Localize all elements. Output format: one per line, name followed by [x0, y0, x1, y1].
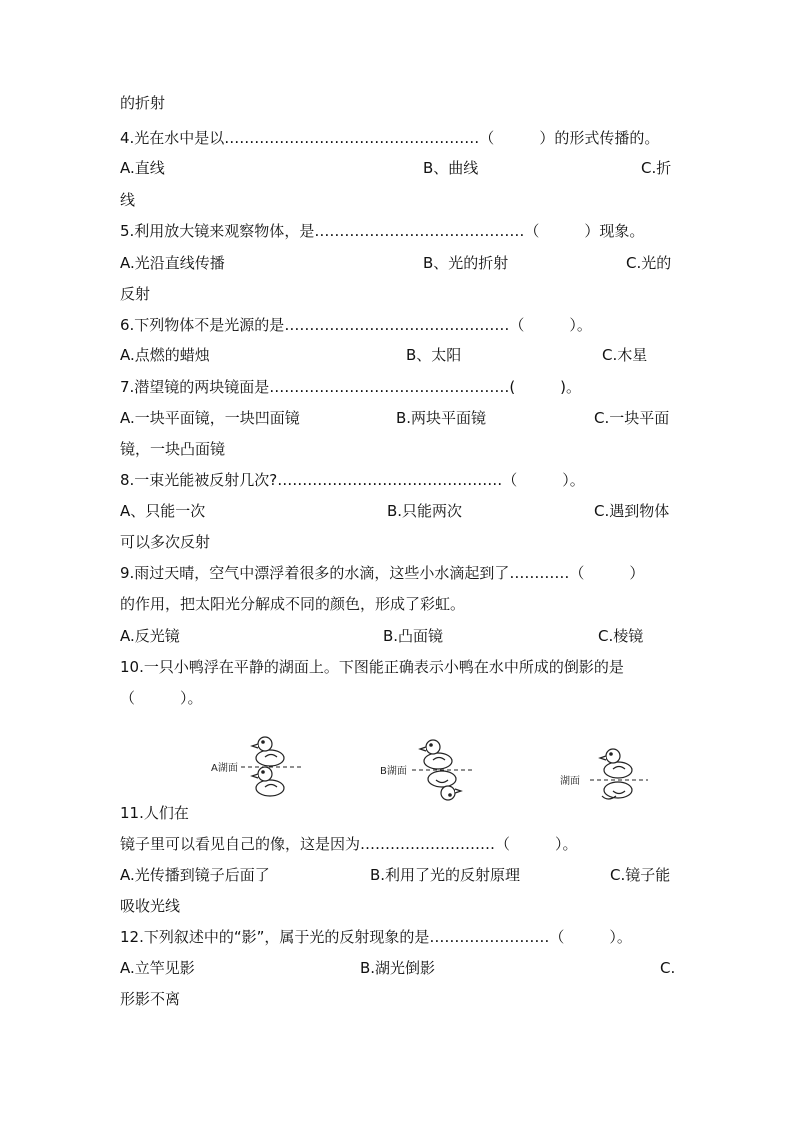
q8-option-c-wrap: 可以多次反射	[120, 533, 211, 551]
q8-option-a[interactable]: A、只能一次	[120, 502, 206, 520]
q7-option-c-wrap: 镜，一块凸面镜	[120, 440, 226, 458]
q11-option-c[interactable]: C.镜子能	[610, 866, 671, 884]
q5-option-c-wrap: 反射	[120, 285, 151, 303]
q8-option-c[interactable]: C.遇到物体	[594, 502, 670, 520]
q4-option-c-wrap: 线	[120, 191, 136, 209]
q11-option-b[interactable]: B.利用了光的反射原理	[370, 866, 521, 884]
q5-stem: 5.利用放大镜来观察物体，是……………………………………（ ）现象。	[120, 222, 645, 240]
q12-option-b[interactable]: B.湖光倒影	[360, 959, 436, 977]
q4-option-c[interactable]: C.折	[641, 159, 672, 177]
q5-option-c[interactable]: C.光的	[626, 254, 672, 272]
q11-option-c-wrap: 吸收光线	[120, 897, 181, 915]
q7-option-c[interactable]: C.一块平面	[594, 409, 670, 427]
duck-reflection-icon	[428, 771, 461, 800]
q5-option-b[interactable]: B、光的折射	[423, 254, 509, 272]
q9-option-b[interactable]: B.凸面镜	[383, 627, 444, 645]
q7-option-b[interactable]: B.两块平面镜	[396, 409, 487, 427]
q11-stem-line2: 镜子里可以看见自己的像，这是因为………………………（ ）。	[120, 835, 578, 853]
q6-option-b[interactable]: B、太阳	[406, 346, 462, 364]
q6-stem: 6.下列物体不是光源的是………………………………………（ ）。	[120, 316, 592, 334]
q10-figure-c[interactable]	[556, 740, 666, 806]
q9-option-a[interactable]: A.反光镜	[120, 627, 180, 645]
q9-stem-line2: 的作用，把太阳光分解成不同的颜色，形成了彩虹。	[120, 595, 466, 613]
q4-option-a[interactable]: A.直线	[120, 159, 165, 177]
q10-figure-b[interactable]	[376, 736, 486, 806]
q12-option-a[interactable]: A.立竿见影	[120, 959, 195, 977]
q10-figure-a-label: A湖面	[211, 763, 238, 774]
q12-option-c-wrap: 形影不离	[120, 990, 181, 1008]
q3-tail: 的折射	[120, 94, 166, 112]
q7-option-a[interactable]: A.一块平面镜，一块凹面镜	[120, 409, 300, 427]
q12-option-c[interactable]: C.	[660, 959, 676, 977]
duck-icon	[600, 749, 632, 778]
q6-option-c[interactable]: C.木星	[602, 346, 648, 364]
q4-option-b[interactable]: B、曲线	[423, 159, 479, 177]
q8-stem: 8.一束光能被反射几次?………………………………………（ ）。	[120, 471, 585, 489]
q10-figure-a[interactable]	[205, 730, 315, 802]
q10-figure-c-label: 湖面	[560, 776, 580, 787]
q12-stem: 12.下列叙述中的“影”，属于光的反射现象的是……………………（ ）。	[120, 928, 632, 946]
duck-icon	[420, 740, 452, 769]
q9-option-c[interactable]: C.棱镜	[598, 627, 644, 645]
q11-option-a[interactable]: A.光传播到镜子后面了	[120, 866, 270, 884]
q4-stem: 4.光在水中是以……………………………………………（ ）的形式传播的。	[120, 129, 660, 147]
q8-option-b[interactable]: B.只能两次	[387, 502, 463, 520]
q10-stem-line2: （ ）。	[120, 689, 203, 707]
q10-figure-b-label: B湖面	[380, 766, 407, 777]
q7-stem: 7.潜望镜的两块镜面是…………………………………………( )。	[120, 378, 582, 396]
duck-icon	[252, 737, 284, 766]
q5-option-a[interactable]: A.光沿直线传播	[120, 254, 225, 272]
q10-stem: 10.一只小鸭浮在平静的湖面上。下图能正确表示小鸭在水中所成的倒影的是	[120, 658, 624, 676]
q9-stem: 9.雨过天晴，空气中漂浮着很多的水滴，这些小水滴起到了…………（ ）	[120, 564, 645, 582]
q11-stem: 11.人们在	[120, 804, 189, 822]
q6-option-a[interactable]: A.点燃的蜡烛	[120, 346, 210, 364]
duck-reflection-icon	[252, 767, 284, 796]
duck-reflection-icon	[602, 782, 632, 799]
